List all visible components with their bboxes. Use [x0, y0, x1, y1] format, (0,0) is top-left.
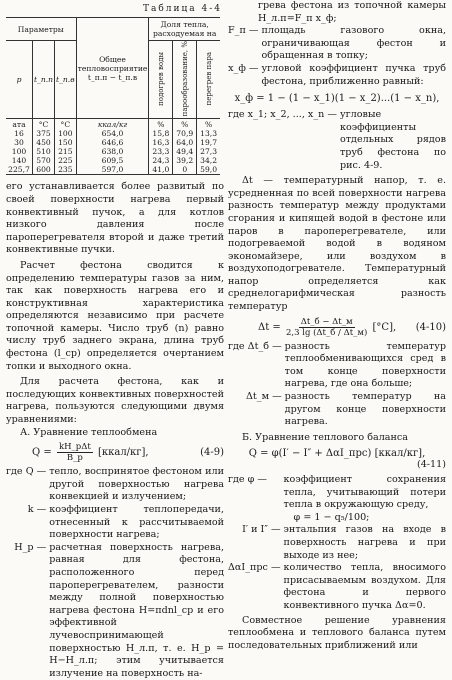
table-caption: Таблица 4-4	[142, 4, 222, 14]
def-key: x_ф —	[228, 62, 259, 74]
table-cell: 646,6	[76, 138, 149, 147]
table-cell: 24,3	[149, 156, 173, 165]
header-super	[197, 41, 220, 119]
table-cell: ккал/кг	[76, 119, 149, 130]
definitions-list	[228, 474, 446, 613]
table-cell: 150	[55, 138, 77, 147]
table-cell: 59,0	[197, 165, 220, 175]
definitions-list	[6, 466, 224, 680]
definitions-list	[228, 341, 446, 429]
def-key: ΔαI_прс —	[228, 562, 281, 574]
table-cell: 654,0	[76, 129, 149, 138]
table-cell: 23,3	[149, 147, 173, 156]
eq-unit: [ккал/кг],	[97, 447, 149, 459]
eq-number: (4-9)	[200, 447, 224, 459]
table-cell: 34,2	[197, 156, 220, 165]
paragraph: Расчет фестона сводится к определению температуры газов за ним, так как поверхность нагрева его и конструктивная характеристика определяются независимо при расчете топочной камеры. Число труб (n) равно числу труб заднего экрана, длина труб фестона (l_ср) определяется очертанием топки и выходного окна.	[6, 259, 224, 372]
header-evap	[173, 41, 197, 119]
eq-number: (4-11)	[416, 459, 446, 471]
table-cell: 49,4	[173, 147, 197, 156]
def-key: где Δt_б —	[228, 340, 282, 352]
table-cell: 450	[33, 138, 55, 147]
def-value: разность температур на другом конце поверхности нагрева.	[284, 391, 446, 428]
table-cell: °C	[33, 119, 55, 130]
def-value: разность температур теплообменивающихся сред в том конце поверхности нагрева, где она больше;	[284, 340, 446, 390]
right-column	[228, 0, 446, 652]
eq-denominator: 2,3 lg (Δt_б / Δt_м)	[286, 327, 368, 338]
def-key: k —	[27, 504, 47, 515]
def-value: угловые коэффициенты отдельных рядов труб фестона по рис. 4-9.	[339, 109, 446, 171]
header-params: Параметры	[17, 24, 64, 34]
def-key	[6, 466, 46, 504]
header-total	[76, 18, 149, 119]
where-word: где	[6, 466, 23, 478]
table-cell: ата	[12, 120, 26, 130]
paragraph: Δt — температурный напор, т. е. усредненная по всей поверхности нагрева разность температур между продуктами сгорания и кипящей водой в фестоне или паров в пароперегревателе, или подогреваемой водой в водяном экономайзере, или воздухом в воздухоподогревателе. Температурный напор определяется как среднелогарифмическая разность температур	[228, 175, 446, 313]
header-share: Доля тепла, расходуемая на	[149, 18, 220, 41]
def-key: где x_1; x_2, ..., x_n —	[228, 109, 337, 121]
def-value: тепло, воспринятое фестоном или другой поверхностью нагрева конвекцией и излучением;	[49, 466, 224, 503]
header-total-label: Общее тепловосприятие	[77, 54, 148, 73]
def-value-text: коэффициент сохранения тепла, учитывающий потери тепла в окружающую среду,	[283, 474, 446, 511]
table-cell: 235	[55, 165, 77, 175]
section-heading-a: А. Уравнение теплообмена	[20, 426, 158, 438]
eq-numerator: Δt_б − Δt_м	[300, 316, 353, 327]
def-value	[284, 474, 446, 524]
def-value: угловой коэффициент пучка труб фестона, приближенно равный:	[261, 62, 446, 87]
table-cell: 16,3	[149, 138, 173, 147]
eq-fraction	[57, 442, 93, 463]
equation-phi: φ = 1 − q₅/100;	[293, 511, 370, 523]
equation-4-11: Q = φ(I′ − I″ + ΔαI_прс) [ккал/кг],	[248, 448, 426, 460]
def-key: H_р —	[14, 541, 47, 553]
def-value: площадь газового окна, ограничивающая фестон и обращенная в топку;	[261, 25, 446, 62]
table-cell: 600	[33, 165, 55, 175]
header-evap-label: парообразование, %	[180, 41, 189, 117]
definitions-list	[228, 25, 446, 88]
def-key-q: Q —	[25, 466, 47, 478]
table-cell: 70,9	[173, 129, 197, 138]
table-cell: 375	[33, 129, 55, 138]
header-total-sub: t_п.п − t_п.в	[87, 72, 138, 82]
table-cell: %	[197, 119, 220, 130]
equation-4-9	[6, 442, 224, 463]
heat-distribution-table	[6, 17, 220, 175]
def-value: энтальпия газов на входе в поверхность нагрева и при выходе из нее;	[283, 524, 446, 561]
table-cell: °C	[55, 119, 77, 130]
def-key: F_п —	[228, 25, 259, 37]
equation-4-10	[228, 317, 446, 338]
table-cell: 510	[33, 147, 55, 156]
header-super-label: перегрев пара	[204, 51, 213, 106]
eq-denominator: B_р	[66, 453, 83, 464]
section-heading-b: Б. Уравнение теплового баланса	[242, 431, 409, 443]
paragraph: Совместное решение уравнения теплообмена и теплового баланса путем последовательных приближений или	[228, 614, 446, 651]
table-cell: 140	[11, 156, 27, 166]
eq-number: (4-10)	[415, 321, 446, 333]
header-p: p	[6, 41, 33, 119]
table-row	[6, 138, 220, 147]
table-row	[6, 129, 220, 138]
table-cell: 0	[173, 165, 197, 175]
table-cell: 225	[55, 156, 77, 165]
table-cell: 215	[55, 147, 77, 156]
table-cell: 30	[14, 138, 24, 148]
equation-xf: x_ф = 1 − (1 − x_1)(1 − x_2)...(1 − x_n),	[234, 93, 440, 105]
definitions-list	[228, 109, 446, 172]
table-cell: %	[149, 119, 173, 130]
eq-numerator: kH_рΔt	[58, 442, 91, 453]
table-cell: 13,3	[197, 129, 220, 138]
def-key: I′ и I″ —	[242, 524, 281, 536]
def-value: количество тепла, вносимого присасываемым воздухом. Для фестона и первого конвективного пучка Δα=0.	[283, 562, 446, 611]
table-cell: 100	[11, 147, 27, 157]
def-value: коэффициент теплопередачи, отнесенный к рассчитываемой поверхности нагрева;	[49, 504, 224, 541]
units-row	[6, 119, 220, 130]
def-key: Δt_м —	[245, 391, 282, 403]
table-cell: 27,3	[197, 147, 220, 156]
table-cell: 39,2	[173, 156, 197, 165]
def-key: где φ —	[228, 474, 268, 485]
table-cell: 15,8	[149, 129, 173, 138]
def-value: расчетная поверхность нагрева, равная для фестона, расположенного перед пароперегревателем, разности между полной поверхностью нагрева фестона H=πdnl_ср и его эффективной лучевоспринимающей поверхностью H_л.п, т. е. H_р = H−H_л.п; этим учитывается излучение на поверхность на-	[49, 541, 224, 679]
table-cell: 16	[14, 129, 24, 139]
left-column	[6, 0, 224, 680]
eq-lhs: Δt =	[258, 321, 281, 333]
table-cell: 19,7	[197, 138, 220, 147]
eq-fraction	[286, 317, 367, 338]
paragraph: его устанавливается более развитый по своей поверхности нагрева первый конвективный пучок, а для котлов низкого давления после пароперегревателя второй и даже третий конвективные пучки.	[6, 181, 224, 256]
table-cell: 597,0	[76, 165, 149, 175]
eq-lhs: Q =	[32, 447, 52, 459]
table-cell: 570	[33, 156, 55, 165]
paragraph: Для расчета фестона, как и последующих конвективных поверхностей нагрева, пользуются следующими двумя уравнениями:	[6, 376, 224, 426]
table-row	[6, 156, 220, 165]
table-row	[6, 147, 220, 156]
table-row	[6, 165, 220, 175]
header-tpp: t_п.п	[33, 41, 55, 119]
header-heat	[149, 41, 173, 119]
eq-unit: [°C],	[372, 321, 397, 333]
table-cell: 609,5	[76, 156, 149, 165]
header-heat-label: подогрев воды	[156, 51, 165, 106]
table-cell: 638,0	[76, 147, 149, 156]
table-cell: %	[173, 119, 197, 130]
table-cell: 100	[55, 129, 77, 138]
header-tpv: t_п.в	[55, 41, 77, 119]
table-cell: 64,0	[173, 138, 197, 147]
table-cell: 41,0	[149, 165, 173, 175]
paragraph: грева фестона из топочной камеры H_л.п=F_п x_ф;	[258, 0, 446, 24]
table-cell: 225,7	[8, 165, 30, 175]
